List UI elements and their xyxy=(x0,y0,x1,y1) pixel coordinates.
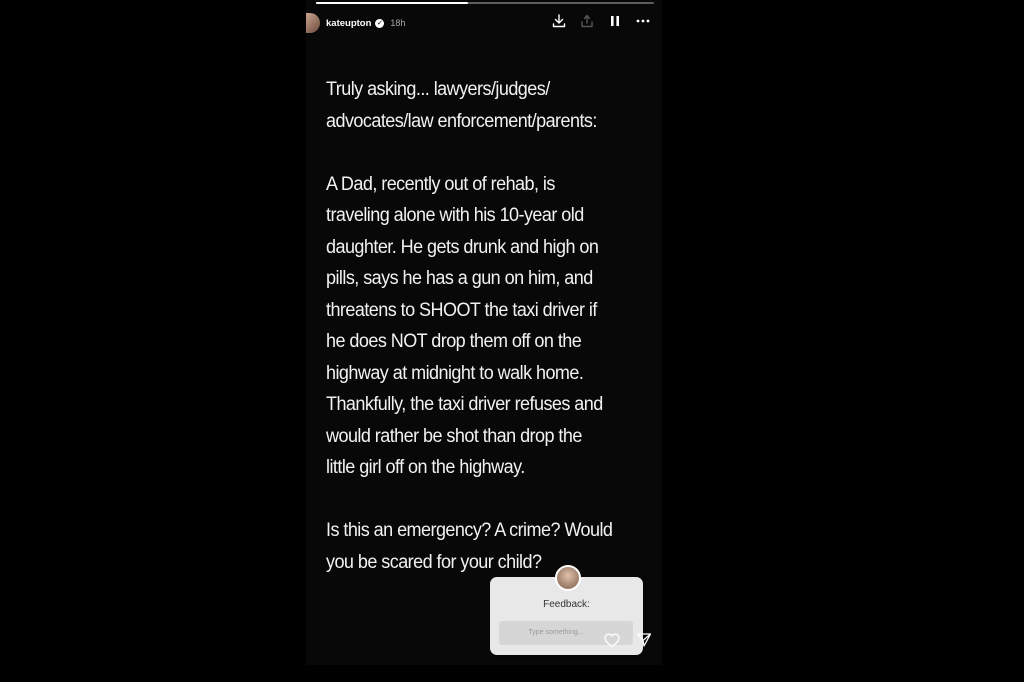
username[interactable]: kateupton xyxy=(326,17,372,29)
story-actions xyxy=(604,632,652,648)
send-icon[interactable] xyxy=(636,632,652,648)
more-icon[interactable] xyxy=(636,13,650,29)
story-header xyxy=(306,10,662,36)
story-progress-fill xyxy=(316,2,468,4)
story-paragraph: Is this an emergency? A crime? Would you be scared for your child? xyxy=(326,519,613,573)
heart-icon[interactable] xyxy=(604,632,620,648)
timestamp: 18h xyxy=(390,18,406,28)
verified-badge-icon: ✓ xyxy=(376,18,383,27)
share-icon[interactable] xyxy=(580,13,594,29)
story-paragraph: A Dad, recently out of rehab, is traveling alone with his 10-year old daughter. He gets drunk and high on pills, says he has a gun on him, and threatens to SHOOT the taxi driver if he does NOT drop them off on the highway at midnight to walk home. Thankfully, the taxi driver refuses and would rather be shot than drop the little girl off on the highway. xyxy=(326,172,603,478)
pause-icon[interactable] xyxy=(608,13,622,29)
download-icon[interactable] xyxy=(552,13,566,29)
feedback-input[interactable]: Type something... xyxy=(499,621,633,645)
feedback-avatar xyxy=(555,565,581,591)
story-viewer xyxy=(306,0,662,665)
story-progress-bar xyxy=(316,2,654,4)
story-paragraph: Truly asking... lawyers/judges/ advocates/law enforcement/parents: xyxy=(326,78,597,132)
feedback-title: Feedback: xyxy=(543,599,590,610)
avatar[interactable] xyxy=(306,13,320,33)
header-actions xyxy=(552,13,650,29)
story-text xyxy=(326,74,620,578)
